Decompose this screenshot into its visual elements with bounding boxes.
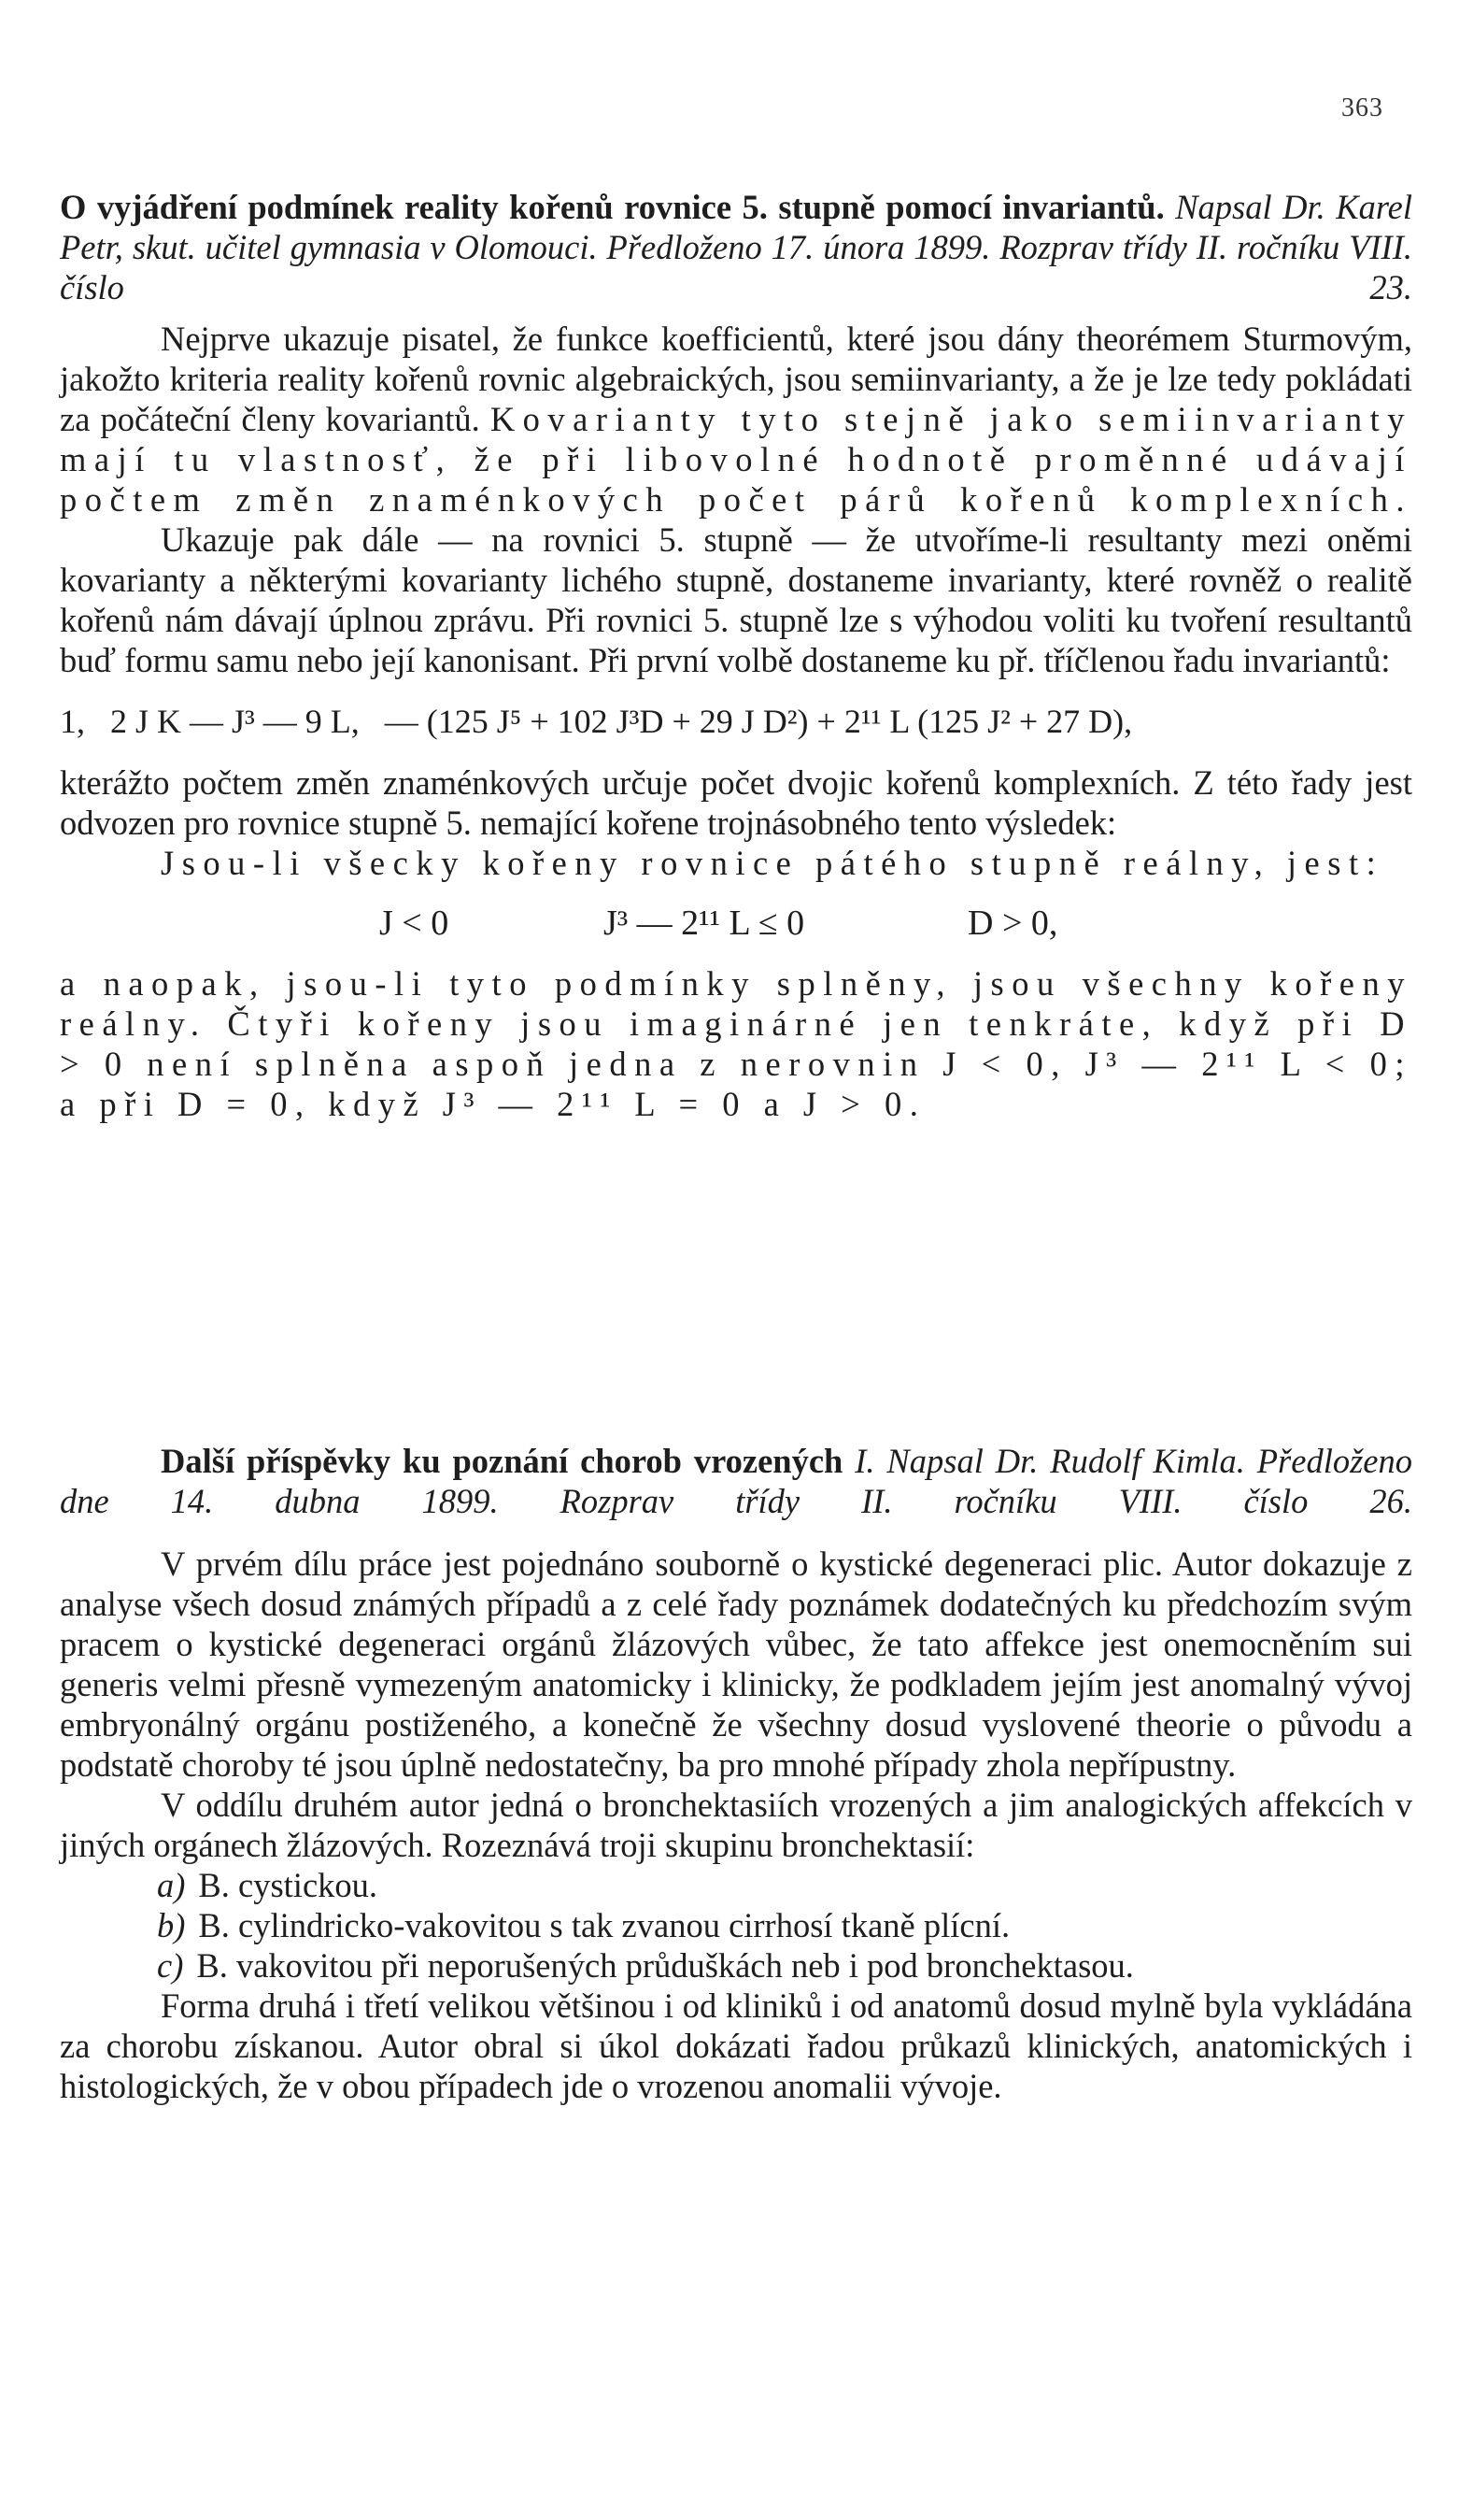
article-2-heading xyxy=(60,1441,1412,1521)
article-1-paragraph-1 xyxy=(60,319,1412,520)
list-item xyxy=(60,1865,1412,1905)
article-1-paragraph-3: kterážto počtem změn znaménkových určuje počet dvojic kořenů komplexních. Z této řady jest odvozen pro rovnice stupně 5. nemající kořene trojnásobného tento výsledek: xyxy=(60,763,1412,842)
article-1-paragraph-1-text: Nejprve ukazuje pisatel, že funkce koefficientů, které jsou dány theorémem Sturmovým, jakožto kriteria reality kořenů rovnic algebraických, jsou semiinvarianty, a že je lze tedy pokládati za počáteční členy kovariantů. xyxy=(60,320,1412,438)
bronchiectasis-list xyxy=(60,1865,1412,1986)
article-1-paragraph-1-spaced: Kovarianty tyto stejně jako semiinvarianty mají tu vlastnosť, že při libovolné hodnotě proměnné udávají počtem změn znaménkových počet párů kořenů komplexních. xyxy=(60,400,1412,519)
list-item-text: B. cystickou. xyxy=(198,1866,378,1904)
article-2-paragraph-1: V prvém dílu práce jest pojednáno souborně o kystické degeneraci plic. Autor dokazuje z analyse všech dosud známých případů a z celé řady poznámek dodatečných ku předchozím svým pracem o kystické degeneraci orgánů žlázových vůbec, že tato affekce jest onemocněním sui generis velmi přesně vymezeným anatomicky i klinicky, že podkladem jejím jest anomalný vývoj embryonálný orgánu postiženého, a konečně že všechny dosud vyslovené theorie o původu a podstatě choroby té jsou úplně nedostatečny, ba pro mnohé případy zhola nepřípustny. xyxy=(60,1545,1412,1784)
list-item-text: B. cylindricko-vakovitou s tak zvanou cirrhosí tkaně plícní. xyxy=(198,1906,1011,1944)
article-2-paragraph-2: V oddílu druhém autor jedná o bronchektasiích vrozených a jim analogických affekcích v jiných orgánech žlázových. Rozeznává troji skupinu bronchektasií: xyxy=(60,1786,1412,1864)
list-item-label: c) xyxy=(157,1946,184,1985)
article-2-byline: I. Napsal Dr. Rudolf Kimla. Předloženo dne 14. dubna 1899. Rozprav třídy II. ročníku VIII. číslo 26. xyxy=(60,1442,1412,1520)
page-number: 363 xyxy=(1341,93,1383,122)
article-1 xyxy=(60,187,1412,1124)
article-1-paragraph-5: a naopak, jsou-li tyto podmínky splněny, jsou všechny kořeny reálny. Čtyři kořeny jsou imaginárné jen tenkráte, když při D > 0 není splněna aspoň jedna z nerovnin J < 0, J³ — 2¹¹ L < 0; a při D = 0, když J³ — 2¹¹ L = 0 a J > 0. xyxy=(60,964,1412,1123)
condition-d: D > 0, xyxy=(968,904,1058,943)
article-2-paragraph-3: Forma druhá i třetí velikou většinou i od kliniků i od anatomů dosud mylně byla vykládána za chorobu získanou. Autor obral si úkol dokázati řadou průkazů klinických, anatomických i histologických, že v obou případech jde o vrozenou anomalii vývoje. xyxy=(60,1986,1412,2105)
list-item xyxy=(60,1905,1412,1945)
article-1-paragraph-4: Jsou-li všecky kořeny rovnice pátého stupně reálny, jest: xyxy=(161,844,1384,882)
formula-invariant-series: 1, 2 J K — J³ — 9 L, — (125 J⁵ + 102 J³D + 29 J D²) + 2¹¹ L (125 J² + 27 D), xyxy=(60,703,1133,740)
list-item-label: b) xyxy=(157,1906,186,1944)
article-1-title: O vyjádření podmínek reality kořenů rovnice 5. stupně pomocí invariantů. xyxy=(60,188,1165,226)
conditions-row xyxy=(60,900,1412,947)
condition-j: J < 0 xyxy=(379,904,449,943)
list-item-label: a) xyxy=(157,1866,186,1904)
article-2-title: Další příspěvky ku poznání chorob vrozených xyxy=(161,1442,843,1480)
article-2 xyxy=(60,1441,1412,2106)
article-1-paragraph-2: Ukazuje pak dále — na rovnici 5. stupně — že utvoříme-li resultanty mezi oněmi kovarianty a některými kovarianty lichého stupně, dostaneme invarianty, které rovněž o realitě kořenů nám dávají úplnou zprávu. Při rovnici 5. stupně lze s výhodou voliti ku tvoření resultantů buď formu samu nebo její kanonisant. Při první volbě dostaneme ku př. tříčlenou řadu invariantů: xyxy=(60,520,1412,679)
list-item-text: B. vakovitou při neporušených průduškách neb i pod bronchektasou. xyxy=(196,1946,1134,1985)
article-1-heading xyxy=(60,187,1412,307)
list-item xyxy=(60,1945,1412,1986)
article-1-byline: Napsal Dr. Karel Petr, skut. učitel gymnasia v Olomouci. Předloženo 17. února 1899. Rozprav třídy II. ročníku VIII. číslo 23. xyxy=(60,188,1413,306)
condition-j3-l: J³ — 2¹¹ L ≤ 0 xyxy=(603,904,805,943)
